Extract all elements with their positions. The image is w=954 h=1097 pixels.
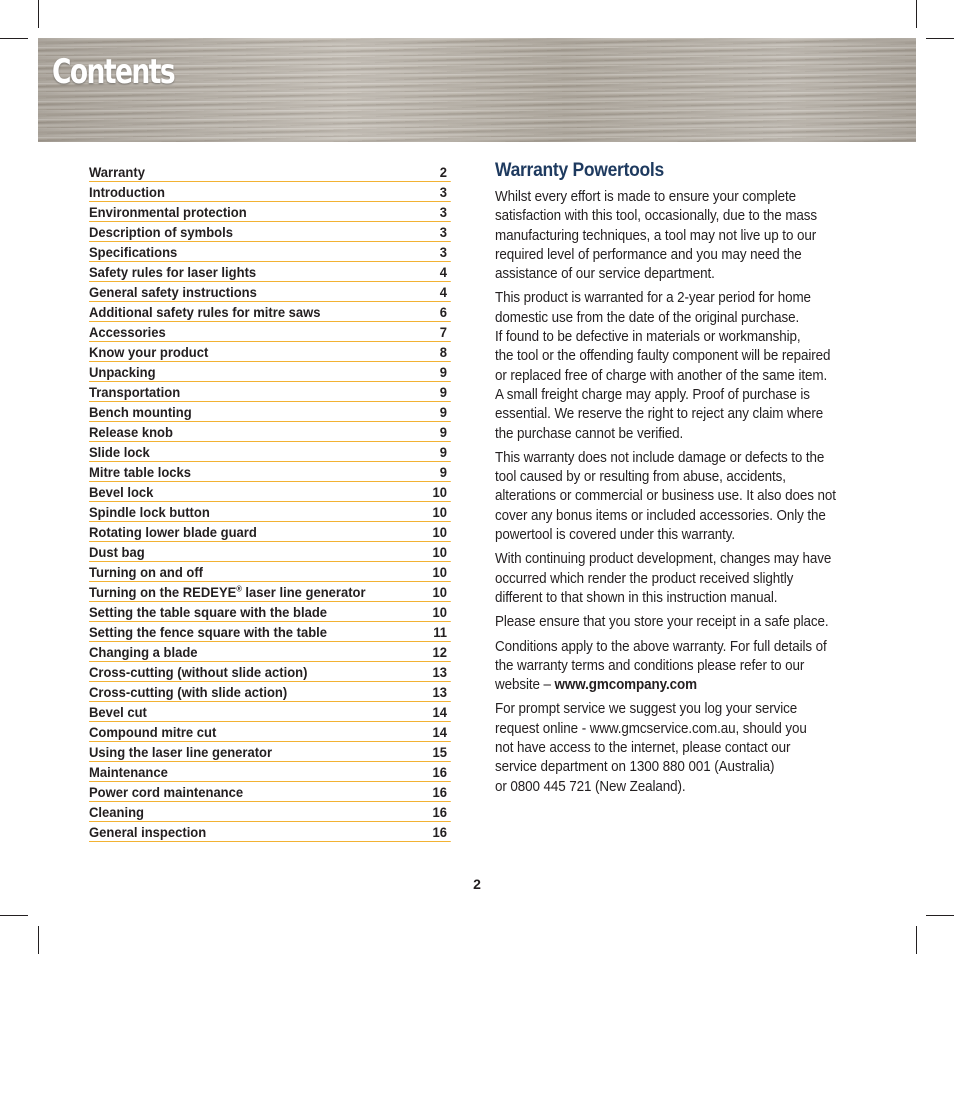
toc-label — [89, 724, 216, 741]
toc-row[interactable] — [89, 722, 451, 742]
toc-page-number: 10 — [432, 544, 448, 560]
toc-label — [89, 604, 327, 621]
toc-page-number: 16 — [432, 804, 448, 820]
toc-row[interactable] — [89, 562, 451, 582]
toc-label — [89, 584, 366, 601]
toc-label — [89, 284, 257, 301]
toc-label-text: Spindle lock button — [89, 504, 210, 520]
crop-mark — [926, 38, 954, 39]
toc-label-text: Setting the table square with the blade — [89, 604, 328, 620]
toc-row[interactable] — [89, 442, 451, 462]
toc-page-number: 9 — [439, 364, 448, 380]
toc-page-number: 10 — [432, 504, 448, 520]
warranty-conditions — [495, 638, 857, 696]
toc-label — [89, 344, 208, 361]
toc-row[interactable] — [89, 342, 451, 362]
toc-row[interactable] — [89, 602, 451, 622]
toc-page-number: 16 — [432, 764, 448, 780]
warranty-title: Warranty Powertools — [495, 160, 664, 181]
toc-row[interactable] — [89, 782, 451, 802]
toc-label-text: Rotating lower blade guard — [89, 524, 257, 540]
toc-label — [89, 204, 247, 221]
toc-page-number: 9 — [439, 444, 448, 460]
toc-label-text: Turning on the REDEYE — [89, 584, 237, 600]
toc-row[interactable] — [89, 522, 451, 542]
toc-page-number: 16 — [432, 824, 448, 840]
toc-row[interactable] — [89, 642, 451, 662]
toc-label-text: Cross-cutting (with slide action) — [89, 684, 288, 700]
crop-mark — [38, 926, 39, 954]
toc-page-number: 2 — [439, 164, 448, 180]
toc-page-number: 3 — [439, 224, 448, 240]
toc-label — [89, 384, 180, 401]
toc-page-number: 3 — [439, 184, 448, 200]
toc-row[interactable] — [89, 202, 451, 222]
toc-label-text: Environmental protection — [89, 204, 247, 220]
toc-page-number: 11 — [433, 624, 448, 640]
warranty-section — [495, 160, 857, 802]
toc-page-number: 10 — [432, 604, 448, 620]
toc-row[interactable] — [89, 542, 451, 562]
toc-label — [89, 824, 206, 841]
toc-page-number: 14 — [432, 724, 448, 740]
toc-label — [89, 524, 257, 541]
toc-label-text: Specifications — [89, 244, 178, 260]
conditions-text: Conditions apply to the above warranty. For full details of the warranty terms and conditions please refer to our website – — [495, 638, 827, 694]
toc-label — [89, 624, 327, 641]
toc-row[interactable] — [89, 802, 451, 822]
toc-label — [89, 244, 177, 261]
toc-label-text: Know your product — [89, 344, 209, 360]
crop-mark — [926, 915, 954, 916]
toc-label-text: Warranty — [89, 164, 145, 180]
toc-label — [89, 644, 198, 661]
toc-row[interactable] — [89, 762, 451, 782]
warranty-paragraph: This product is warranted for a 2-year period for home domestic use from the date of the original purchase. If found to be defective in materials or workmanship, the tool or the offending faulty component will be repaired or replaced free of charge with another of the same item. A small freight charge may apply. Proof of purchase is essential. We reserve the right to reject any claim where the purchase cannot be verified. — [495, 290, 831, 442]
crop-mark — [38, 0, 39, 28]
toc-page-number: 3 — [439, 204, 448, 220]
toc-page-number: 9 — [439, 404, 448, 420]
warranty-paragraph: Whilst every effort is made to ensure your complete satisfaction with this tool, occasionally, due to the mass manufacturing techniques, a tool may not live up to our required level of performance and you may need the assistance of our service department. — [495, 189, 818, 283]
toc-label — [89, 484, 153, 501]
toc-label-text: Dust bag — [89, 544, 145, 560]
toc-label-text: Description of symbols — [89, 224, 233, 240]
toc-row[interactable] — [89, 262, 451, 282]
toc-label-text: Cleaning — [89, 804, 144, 820]
toc-row[interactable] — [89, 322, 451, 342]
toc-label-text: Changing a blade — [89, 644, 198, 660]
toc-page-number: 10 — [432, 484, 448, 500]
toc-page-number: 7 — [439, 324, 448, 340]
crop-mark — [916, 0, 917, 28]
toc-row[interactable] — [89, 302, 451, 322]
toc-page-number: 13 — [432, 684, 448, 700]
toc-label — [89, 684, 287, 701]
toc-row[interactable] — [89, 402, 451, 422]
toc-page-number: 10 — [432, 524, 448, 540]
crop-mark — [0, 915, 28, 916]
toc-page-number: 9 — [439, 424, 448, 440]
toc-label — [89, 404, 192, 421]
warranty-paragraph: This warranty does not include damage or defects to the tool caused by or resulting from abuse, accidents, alterations or commercial or business use. It also does not cover any bonus items or included accessories. Only the powertool is covered under this warranty. — [495, 449, 836, 544]
toc-row[interactable] — [89, 282, 451, 302]
toc-label-text: Slide lock — [89, 444, 150, 460]
page-number: 2 — [473, 876, 481, 892]
toc-label — [89, 764, 168, 781]
toc-label-text: Release knob — [89, 424, 173, 440]
crop-mark — [916, 926, 917, 954]
toc-label-text: Mitre table locks — [89, 464, 192, 480]
toc-page-number: 15 — [432, 744, 448, 760]
toc-label-text: Transportation — [89, 384, 181, 400]
toc-label — [89, 164, 145, 181]
toc-label — [89, 304, 321, 321]
toc-label-text: Compound mitre cut — [89, 724, 217, 740]
toc-label-text: Using the laser line generator — [89, 744, 273, 760]
toc-page-number: 6 — [439, 304, 448, 320]
toc-page-number: 10 — [432, 584, 448, 600]
toc-label — [89, 544, 145, 561]
toc-label — [89, 564, 203, 581]
toc-label — [89, 664, 307, 681]
toc-row[interactable] — [89, 502, 451, 522]
toc-page-number: 16 — [432, 784, 448, 800]
toc-row[interactable] — [89, 162, 451, 182]
toc-row[interactable] — [89, 662, 451, 682]
toc-label — [89, 784, 243, 801]
toc-label-text: Bevel cut — [89, 704, 147, 720]
toc-label-text: Bench mounting — [89, 404, 192, 420]
toc-row[interactable] — [89, 742, 451, 762]
toc-label-text: Introduction — [89, 184, 165, 200]
toc-label — [89, 464, 191, 481]
toc-label — [89, 184, 165, 201]
toc-page-number: 10 — [432, 564, 448, 580]
toc-label — [89, 444, 150, 461]
website-link[interactable]: www.gmcompany.com — [554, 677, 697, 694]
toc-label-text: Accessories — [89, 324, 166, 340]
toc-label — [89, 324, 166, 341]
toc-row[interactable] — [89, 462, 451, 482]
toc-label-text: Additional safety rules for mitre saws — [89, 304, 321, 320]
toc-page-number: 3 — [439, 244, 448, 260]
toc-row[interactable] — [89, 582, 451, 602]
toc-page-number: 4 — [439, 284, 448, 300]
toc-row[interactable] — [89, 482, 451, 502]
toc-row[interactable] — [89, 682, 451, 702]
toc-page-number: 8 — [439, 344, 448, 360]
warranty-paragraph: With continuing product development, changes may have occurred which render the product received slightly different to that shown in this instruction manual. — [495, 551, 832, 606]
toc-page-number: 13 — [432, 664, 448, 680]
toc-page-number: 9 — [439, 384, 448, 400]
toc-label-text: Setting the fence square with the table — [89, 624, 328, 640]
table-of-contents — [89, 162, 451, 842]
toc-label — [89, 364, 156, 381]
toc-row[interactable] — [89, 422, 451, 442]
toc-label-text: General inspection — [89, 824, 207, 840]
toc-label-text: Cross-cutting (without slide action) — [89, 664, 308, 680]
crop-mark — [0, 38, 28, 39]
toc-label-text: Safety rules for laser lights — [89, 264, 257, 280]
toc-label — [89, 224, 233, 241]
toc-label-text: laser line generator — [241, 584, 366, 600]
registered-mark: ® — [236, 584, 242, 594]
toc-label — [89, 704, 147, 721]
toc-page-number: 4 — [439, 264, 448, 280]
toc-page-number: 9 — [439, 464, 448, 480]
toc-label-text: Power cord maintenance — [89, 784, 244, 800]
toc-row[interactable] — [89, 382, 451, 402]
page-title: Contents — [52, 52, 175, 92]
toc-label — [89, 264, 256, 281]
toc-label-text: Turning on and off — [89, 564, 204, 580]
toc-row[interactable] — [89, 702, 451, 722]
toc-row[interactable] — [89, 242, 451, 262]
toc-label-text: General safety instructions — [89, 284, 257, 300]
toc-label — [89, 804, 144, 821]
toc-label-text: Unpacking — [89, 364, 156, 380]
toc-row[interactable] — [89, 362, 451, 382]
toc-row[interactable] — [89, 182, 451, 202]
service-paragraph: For prompt service we suggest you log your service request online - www.gmcservice.com.au, should you not have access to the internet, please contact our service department on 1300 880 001 (Australia) or 0800 445 721 (New Zealand). — [495, 701, 807, 795]
toc-label-text: Maintenance — [89, 764, 168, 780]
toc-page-number: 14 — [432, 704, 448, 720]
toc-label — [89, 504, 210, 521]
toc-row[interactable] — [89, 622, 451, 642]
toc-label-text: Bevel lock — [89, 484, 154, 500]
toc-label — [89, 424, 173, 441]
toc-row[interactable] — [89, 822, 451, 842]
toc-row[interactable] — [89, 222, 451, 242]
toc-page-number: 12 — [432, 644, 448, 660]
toc-label — [89, 744, 272, 761]
warranty-paragraph: Please ensure that you store your receipt in a safe place. — [495, 614, 829, 631]
